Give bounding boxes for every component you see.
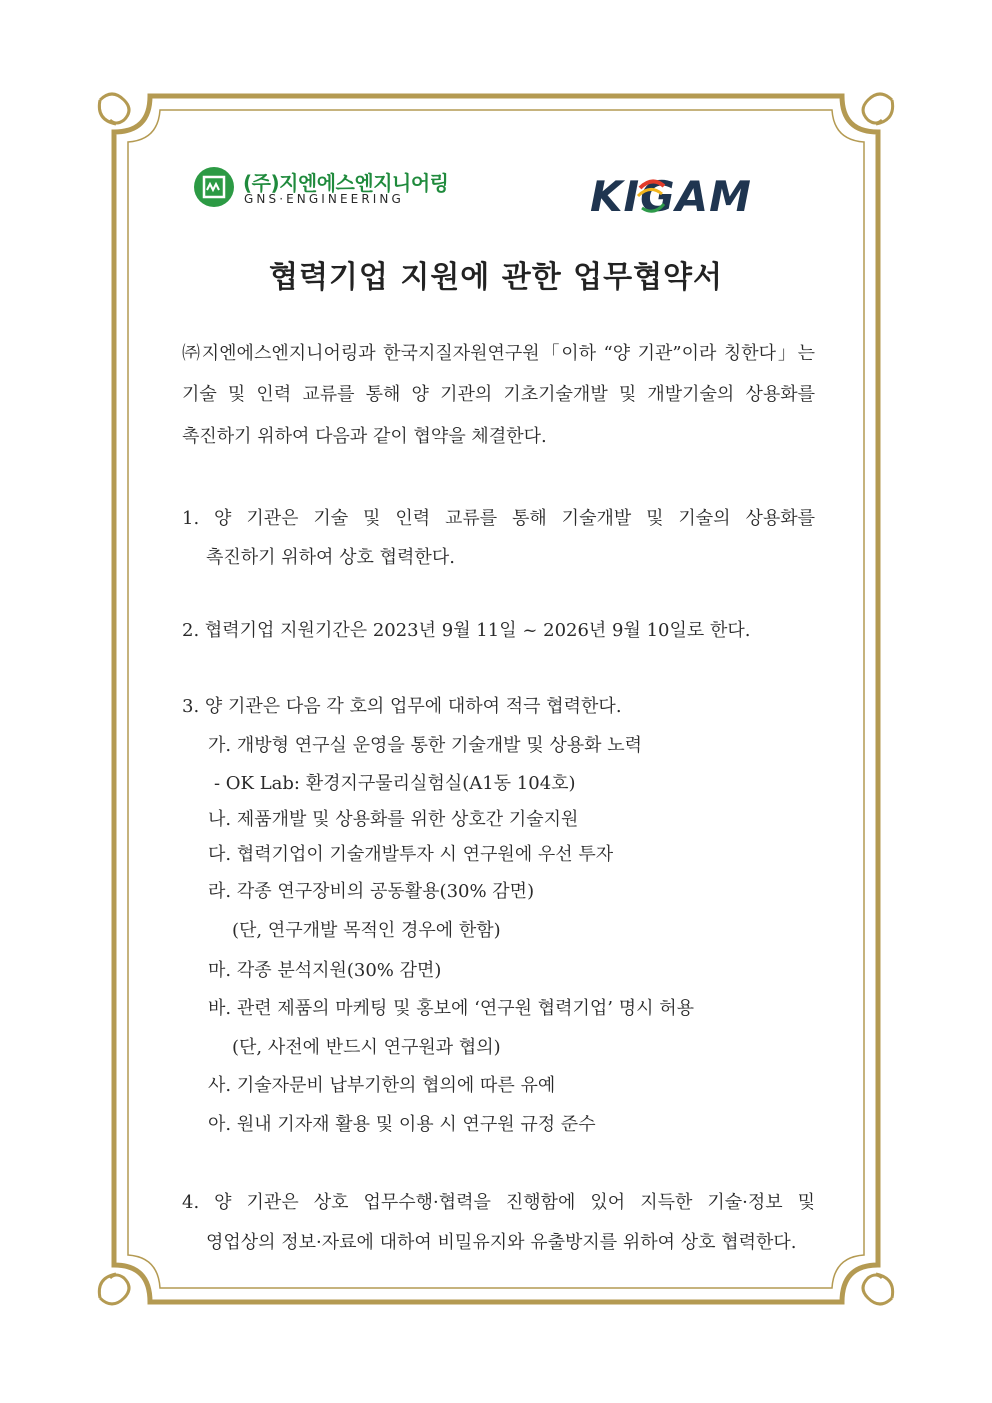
item3-sub-ga: 가. 개방형 연구실 운영을 통한 기술개발 및 상용화 노력 xyxy=(208,735,643,756)
gns-emblem-icon xyxy=(193,166,235,208)
item3-sub-da: 다. 협력기업이 기술개발투자 시 연구원에 우선 투자 xyxy=(208,844,614,865)
item3-sub-sa: 사. 기술자문비 납부기한의 협의에 따른 유예 xyxy=(208,1075,556,1096)
item1-line-2: 촉진하기 위하여 상호 협력한다. xyxy=(206,547,455,568)
item4-line-1: 4. 양 기관은 상호 업무수행·협력을 진행함에 있어 지득한 기술·정보 및 xyxy=(182,1192,815,1213)
intro-line-1: ㈜지엔에스엔지니어링과 한국지질자원연구원「이하 “양 기관”이라 칭한다」는 xyxy=(182,343,815,364)
kigam-swoosh-icon xyxy=(636,178,666,216)
gns-logo xyxy=(193,166,449,212)
item3-sub-ra-note: (단, 연구개발 목적인 경우에 한함) xyxy=(232,920,501,941)
gns-company-name: (주)지엔에스엔지니어링 xyxy=(243,171,449,195)
item3-sub-na: 나. 제품개발 및 상용화를 위한 상호간 기술지원 xyxy=(208,809,579,830)
item3-sub-ma: 마. 각종 분석지원(30% 감면) xyxy=(208,960,442,981)
intro-line-3: 촉진하기 위하여 다음과 같이 협약을 체결한다. xyxy=(182,426,547,447)
kigam-wordmark: KIGAM xyxy=(590,172,752,221)
item4-line-2: 영업상의 정보·자료에 대하여 비밀유지와 유출방지를 위하여 상호 협력한다. xyxy=(206,1232,797,1253)
item3-line-1: 3. 양 기관은 다음 각 호의 업무에 대하여 적극 협력한다. xyxy=(182,696,622,717)
kigam-logo xyxy=(590,172,780,226)
gns-company-subtitle: GNS·ENGINEERING xyxy=(244,192,404,206)
item3-sub-ra: 라. 각종 연구장비의 공동활용(30% 감면) xyxy=(208,881,535,902)
intro-line-2: 기술 및 인력 교류를 통해 양 기관의 기초기술개발 및 개발기술의 상용화를 xyxy=(182,384,815,405)
item3-sub-oklab: - OK Lab: 환경지구물리실험실(A1동 104호) xyxy=(214,773,576,794)
item3-sub-a: 아. 원내 기자재 활용 및 이용 시 연구원 규정 준수 xyxy=(208,1114,596,1135)
document-title: 협력기업 지원에 관한 업무협약서 xyxy=(268,260,724,295)
item3-sub-ba-note: (단, 사전에 반드시 연구원과 협의) xyxy=(232,1037,501,1058)
item2-line-1: 2. 협력기업 지원기간은 2023년 9월 11일 ~ 2026년 9월 10일로 한다. xyxy=(182,620,751,641)
item1-line-1: 1. 양 기관은 기술 및 인력 교류를 통해 기술개발 및 기술의 상용화를 xyxy=(182,508,815,529)
item3-sub-ba: 바. 관련 제품의 마케팅 및 홍보에 ‘연구원 협력기업’ 명시 허용 xyxy=(208,998,694,1019)
